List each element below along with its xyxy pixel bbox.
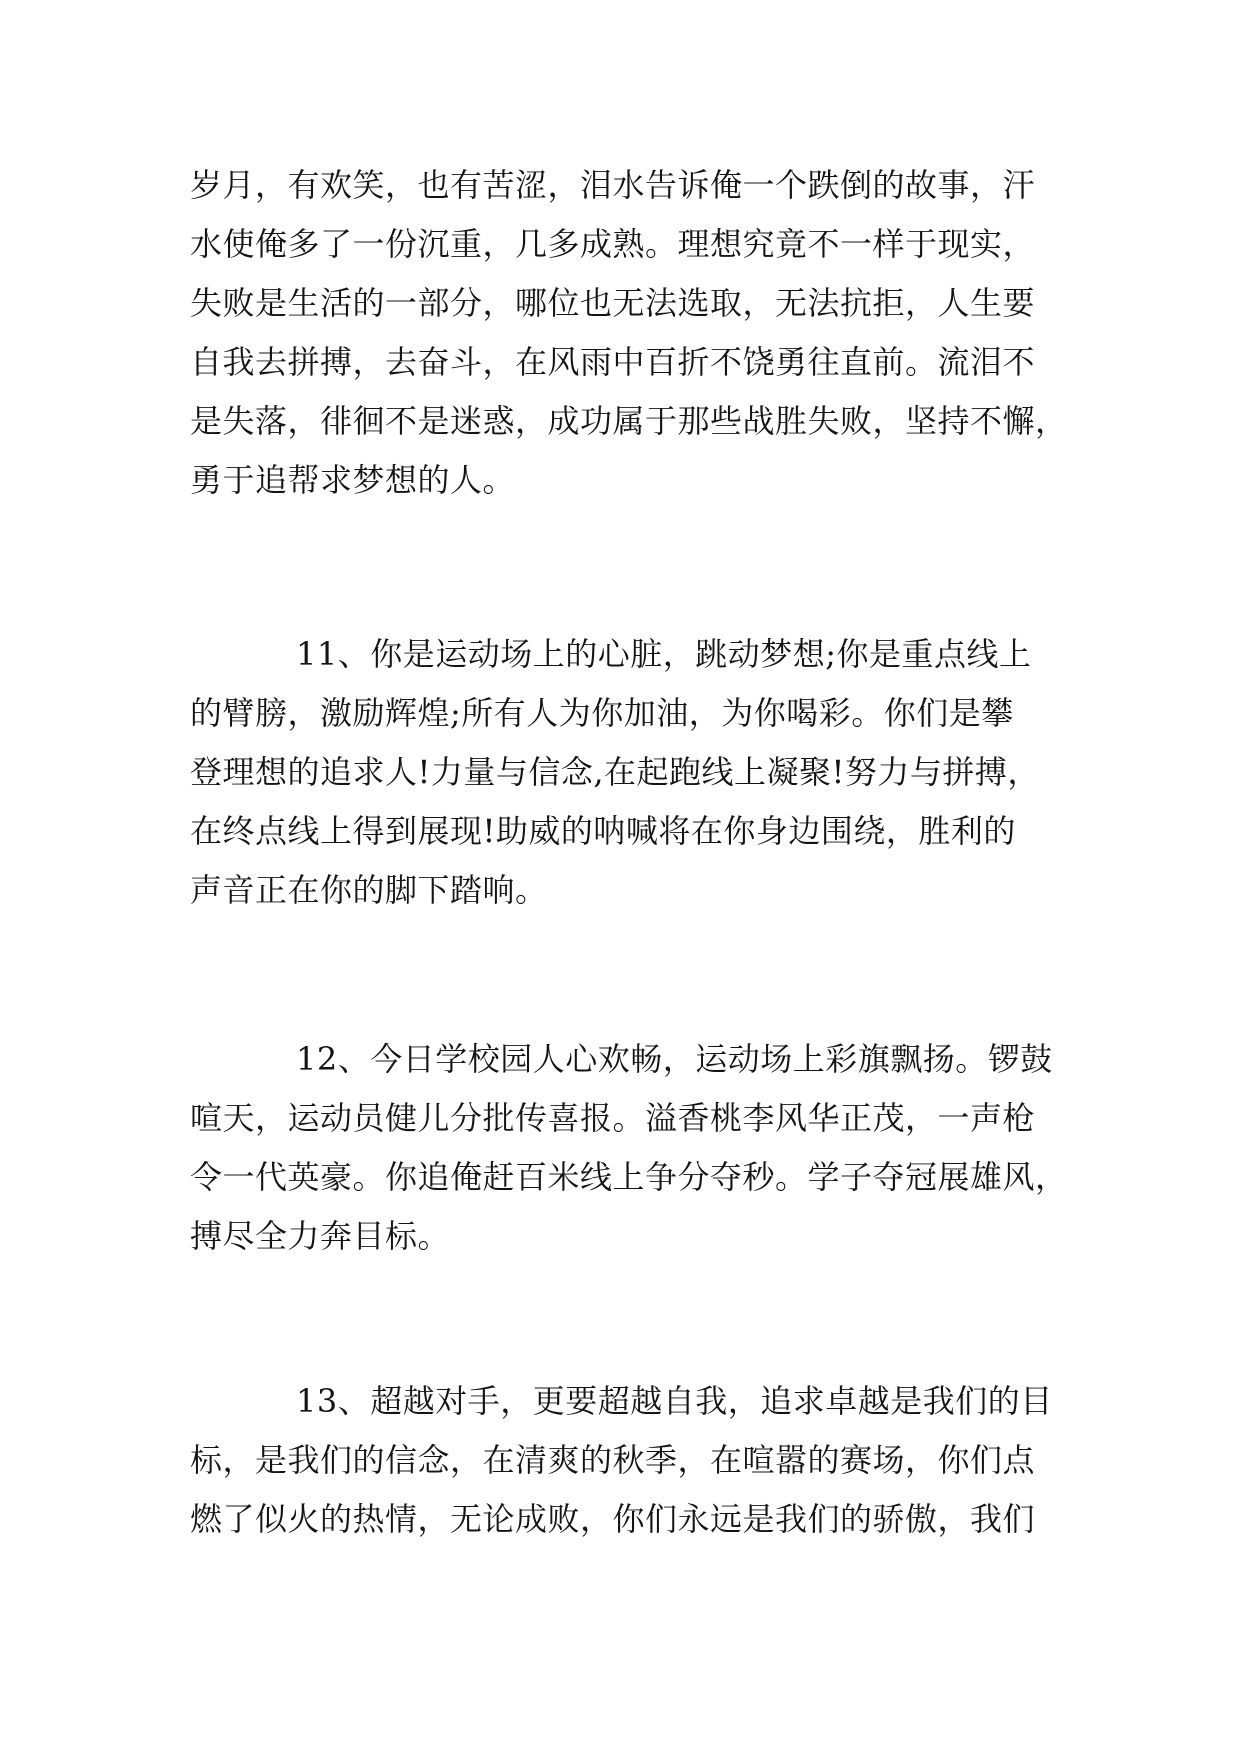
paragraph-line: 声音正在你的脚下踏响。 (190, 871, 548, 909)
paragraph-line: 标，是我们的信念，在清爽的秋季，在喧嚣的赛场，你们点 (190, 1441, 1036, 1479)
paragraph-line: 岁月，有欢笑，也有苦涩，泪水告诉俺一个跌倒的故事，汗 (190, 166, 1036, 204)
paragraph-line: 在终点线上得到展现!助威的呐喊将在你身边围绕，胜利的 (190, 812, 1016, 850)
paragraph-line: 失败是生活的一部分，哪位也无法选取，无法抗拒，人生要 (190, 284, 1036, 322)
paragraph-first-line: 11、你是运动场上的心脏，跳动梦想;你是重点线上 (296, 635, 1032, 673)
paragraph-line: 登理想的追求人!力量与信念,在起跑线上凝聚!努力与拼搏， (190, 753, 1040, 791)
paragraph-first-line: 13、超越对手，更要超越自我，追求卓越是我们的目 (296, 1382, 1053, 1420)
paragraph-line: 喧天，运动员健儿分批传喜报。溢香桃李风华正茂，一声枪 (190, 1099, 1036, 1137)
paragraph-line: 燃了似火的热情，无论成败，你们永远是我们的骄傲，我们 (190, 1500, 1036, 1538)
paragraph-line: 是失落，徘徊不是迷惑，成功属于那些战胜失败，坚持不懈， (190, 402, 1068, 440)
paragraph-11 (190, 625, 1070, 920)
paragraph-line: 自我去拼搏，去奋斗，在风雨中百折不饶勇往直前。流泪不 (190, 343, 1036, 381)
paragraph-12 (190, 1030, 1070, 1266)
paragraph-13 (190, 1372, 1070, 1549)
paragraph-line: 搏尽全力奔目标。 (190, 1217, 451, 1255)
paragraph-line: 令一代英豪。你追俺赶百米线上争分夺秒。学子夺冠展雄风， (190, 1158, 1068, 1196)
paragraph-first-line: 12、今日学校园人心欢畅，运动场上彩旗飘扬。锣鼓 (296, 1040, 1053, 1078)
paragraph-10-continuation (190, 156, 1070, 510)
paragraph-line: 水使俺多了一份沉重，几多成熟。理想究竟不一样于现实， (190, 225, 1036, 263)
paragraph-line: 的臂膀，激励辉煌;所有人为你加油，为你喝彩。你们是攀 (190, 694, 1014, 732)
paragraph-line: 勇于追帮求梦想的人。 (190, 461, 516, 499)
